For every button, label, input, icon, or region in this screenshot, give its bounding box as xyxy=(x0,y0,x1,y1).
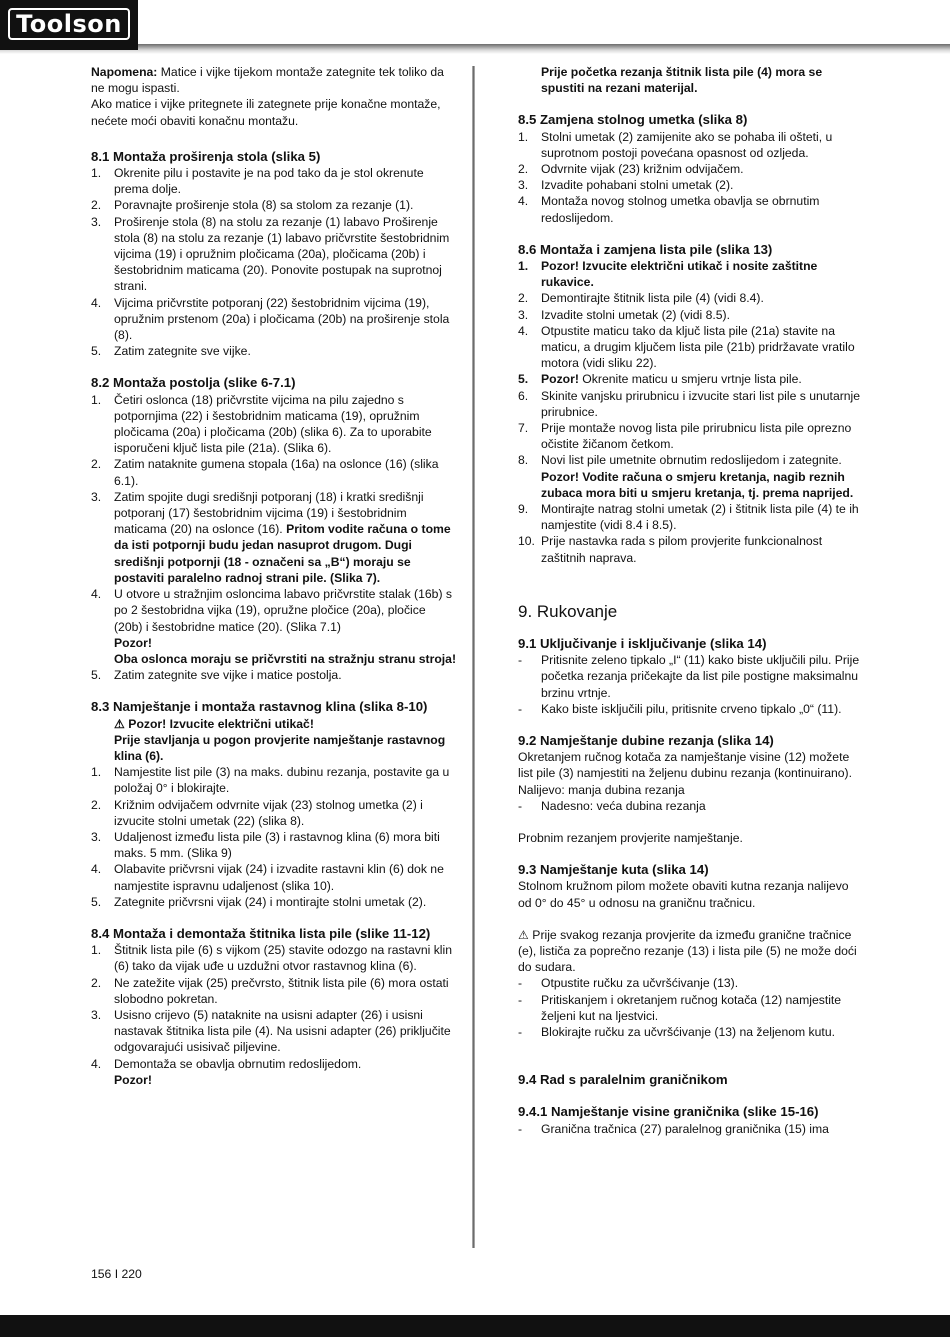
list-item: 2. Odvrnite vijak (23) križnim odvijačem. xyxy=(518,162,744,177)
list-item: 5. Zategnite pričvrsni vijak (24) i montirajte stolni umetak (2). xyxy=(91,894,427,909)
section-8-4-list xyxy=(91,942,457,1088)
list-item: 4. Montaža novog stolnog umetka obavlja se obrnutim redoslijedom. xyxy=(518,194,820,225)
list-item: 2. Križnim odvijačem odvrnite vijak (23) stolnog umetka (2) i izvucite stolni umetak (22) (slika 8). xyxy=(91,797,423,828)
section-8-5-title: 8.5 Zamjena stolnog umetka (slika 8) xyxy=(518,112,748,128)
section-9-1-list xyxy=(518,652,863,717)
section-8-6-title: 8.6 Montaža i zamjena lista pile (slika 13) xyxy=(518,241,773,257)
brand-logo-text: Toolson xyxy=(8,8,130,40)
section-9-4-1-list xyxy=(518,1121,863,1137)
note-paragraph-2: Ako matice i vijke pritegnete ili zategnete prije konačne montaže, nećete moći obaviti konačnu montažu. xyxy=(91,97,441,128)
list-item: 2. Demontirajte štitnik lista pile (4) (vidi 8.4). xyxy=(518,291,764,306)
list-item: - Granična tračnica (27) paralelnog graničnika (15) ima xyxy=(518,1121,829,1136)
section-9-2-text: Okretanjem ručnog kotača za namještanje visine (12) možete list pile (3) namjestiti na željenu dubinu rezanja (kontinuirano). xyxy=(518,750,852,781)
section-9-4-1-title: 9.4.1 Namještanje visine graničnika (slike 15-16) xyxy=(518,1104,819,1120)
section-9-3-list xyxy=(518,975,863,1040)
list-item: - Pritiskanjem i okretanjem ručnog kotača (12) namjestite željeni kut na ljestvici. xyxy=(518,992,842,1023)
list-item: 2. Poravnajte proširenje stola (8) sa stolom za rezanje (1). xyxy=(91,198,414,213)
list-item: 4. U otvore u stražnjim osloncima labavo pričvrstite stalak (16b) s po 2 šestobridna vijka (19), opružne pločice (20a), pločice (20b) i šestobridne matice (20). (Slika 7.1) Pozor! Oba oslonca moraju se pričvrstiti na stražnju stranu stroja! xyxy=(91,587,457,666)
section-8-6-list xyxy=(518,258,863,566)
header-shadow xyxy=(0,44,950,54)
section-9-3-text: Stolnom kružnom pilom možete obaviti kutna rezanja nalijevo od 0° do 45° u odnosu na graničnu tračnicu. xyxy=(518,879,849,910)
section-8-2-title: 8.2 Montaža postolja (slike 6-7.1) xyxy=(91,375,296,391)
section-9-4-title: 9.4 Rad s paralelnim graničnikom xyxy=(518,1072,728,1088)
section-8-5-list xyxy=(518,129,863,226)
list-item: 3. Izvadite stolni umetak (2) (vidi 8.5). xyxy=(518,307,730,322)
list-item: 4. Demontaža se obavlja obrnutim redoslijedom. Pozor! xyxy=(91,1056,362,1087)
section-8-3-list xyxy=(91,764,457,910)
list-item: - Kako biste isključili pilu, pritisnite crveno tipkalo „0“ (11). xyxy=(518,701,842,716)
section-9-1-title: 9.1 Uključivanje i isključivanje (slika 14) xyxy=(518,635,767,651)
list-item: 6. Skinite vanjsku prirubnicu i izvucite stari list pile s unutarnje prirubnice. xyxy=(518,388,861,419)
note-text: Matice i vijke tijekom montaže zategnite tek toliko da ne mogu ispasti. xyxy=(91,65,444,96)
right-column xyxy=(518,64,863,1137)
list-item: 8. Novi list pile umetnite obrnutim redoslijedom i zategnite. Pozor! Vodite računa o smjeru kretanja, nagib reznih zubaca mora biti u smjeru kretanja, tj. prema naprijed. xyxy=(518,453,854,500)
list-item: 5. Pozor! Okrenite maticu u smjeru vrtnje lista pile. xyxy=(518,372,802,387)
list-item: - Blokirajte ručku za učvršćivanje (13) na željenom kutu. xyxy=(518,1024,835,1039)
warning-check-wedge: Prije stavljanja u pogon provjerite namještanje rastavnog klina (6). xyxy=(114,732,446,763)
list-item: 2. Zatim nataknite gumena stopala (16a) na oslonce (16) (slika 6.1). xyxy=(91,457,439,488)
column-divider xyxy=(472,66,475,1248)
left-column xyxy=(91,64,457,1088)
list-item: 10. Prije nastavka rada s pilom provjerite funkcionalnost zaštitnih naprava. xyxy=(518,534,823,565)
list-item: 5. Zatim zategnite sve vijke i matice postolja. xyxy=(91,668,342,683)
warning-unplug: ⚠ Pozor! Izvucite električni utikač! xyxy=(114,716,314,731)
list-item: 3. Zatim spojite dugi središnji potporanj (18) i kratki središnji potporanj (17) šestobridnim vijcima (19) i šestobridnim maticama (20) na oslonce (16). Pritom vodite računa o tome da isti potpornji budu jedan nasuprot drugom. Dugi središnji potpornji (18 - označeni sa „B“) moraju se postaviti paralelno radnoj strani pile. (Slika 7). xyxy=(91,489,451,585)
list-item: 3. Usisno crijevo (5) nataknite na usisni adapter (26) i usisni nastavak štitnika lista pile (4). Na usisni adapter (26) priključite odgovarajući usisivač piljevine. xyxy=(91,1007,451,1055)
header-bar xyxy=(0,0,950,48)
list-item: 4. Otpustite maticu tako da ključ lista pile (21a) stavite na maticu, a drugim ključem lista pile (21b) pridržavate vratilo motora (vidi sliku 22). xyxy=(518,323,855,371)
list-item: 3. Udaljenost između lista pile (3) i rastavnog klina (6) mora biti maks. 5 mm. (Slika 9) xyxy=(91,829,440,861)
note-label: Napomena: xyxy=(91,65,158,79)
section-9-2-probe: Probnim rezanjem provjerite namještanje. xyxy=(518,830,743,845)
list-item: 3. Proširenje stola (8) na stolu za rezanje (1) labavo Proširenje stola (8) na stolu za rezanje (1) labavo pričvrstite šestobridnim vijcima (19) i opružnim pločicama (20a), pločicama (20b) i šestobridnim maticama (20). Ponovite postupak na suprotnoj strani. xyxy=(91,214,450,294)
section-8-3-title: 8.3 Namještanje i montaža rastavnog klina (slika 8-10) xyxy=(91,699,428,715)
list-item: 7. Prije montaže novog lista pile prirubnicu lista pile oprezno očistite žičanom četkom. xyxy=(518,421,852,452)
footer-bar xyxy=(0,1315,950,1337)
note-paragraph xyxy=(91,64,457,96)
list-item: 1. Okrenite pilu i postavite je na pod tako da je stol okrenute prema dolje. xyxy=(91,166,424,197)
continued-warning: Prije početka rezanja štitnik lista pile (4) mora se spustiti na rezani materijal. xyxy=(541,65,823,96)
list-item: 3. Izvadite pohabani stolni umetak (2). xyxy=(518,178,734,193)
section-9-2-list xyxy=(518,798,863,814)
section-9-3-warning: ⚠ Prije svakog rezanja provjerite da između granične tračnice (e), lističa za poprečno rezanje (13) i lista pile (5) ne može doći do sudara. xyxy=(518,927,857,975)
list-item: 1. Štitnik lista pile (6) s vijkom (25) stavite odozgo na rastavni klin (6) tako da vijak uđe u uzdužni otvor rastavnog klina (6). xyxy=(91,943,453,974)
list-item: 4. Olabavite pričvrsni vijak (24) i izvadite rastavni klin (6) dok ne namjestite ispravnu udaljenost (slika 10). xyxy=(91,862,444,893)
list-item: 2. Ne zatežite vijak (25) prečvrsto, štitnik lista pile (6) mora ostati slobodno pokretan. xyxy=(91,975,449,1006)
list-item: 1. Četiri oslonca (18) pričvrstite vijcima na pilu zajedno s potpornjima (22) i šestobridnim maticama (19), opružnim pločicama (20a) i pločicama (20b) (slika 6). Za to uporabite isporučeni ključ lista pile (21a). (Slika 6). xyxy=(91,392,432,456)
list-item: 1. Pozor! Izvucite električni utikač i nosite zaštitne rukavice. xyxy=(518,259,818,290)
list-item: - Nadesno: veća dubina rezanja xyxy=(518,798,706,813)
list-item: 5. Zatim zategnite sve vijke. xyxy=(91,344,251,359)
list-item: - Pritisnite zeleno tipkalo „I“ (11) kako biste uključili pilu. Prije početka rezanja pričekajte da list pile postigne maksimalnu brzinu vrtnje. xyxy=(518,653,860,700)
list-item: 1. Stolni umetak (2) zamijenite ako se pohaba ili ošteti, u suprotnom postoji povećana opasnost od ozljeda. xyxy=(518,129,833,160)
list-item: 1. Namjestite list pile (3) na maks. dubinu rezanja, postavite ga u položaj 0° i blokirajte. xyxy=(91,765,450,796)
list-item: 4. Vijcima pričvrstite potporanj (22) šestobridnim vijcima (19), opružnim prstenom (20a) i pločicama (20b) na proširenje stola (8). xyxy=(91,295,450,343)
list-item: 9. Montirajte natrag stolni umetak (2) i štitnik lista pile (4) te ih namjestite (vidi 8.4 i 8.5). xyxy=(518,502,859,533)
section-8-2-list xyxy=(91,392,457,684)
section-8-1-title: 8.1 Montaža proširenja stola (slika 5) xyxy=(91,148,321,164)
page-number: 156 I 220 xyxy=(91,1267,142,1281)
section-9-2-title: 9.2 Namještanje dubine rezanja (slika 14) xyxy=(518,732,774,748)
section-8-1-list xyxy=(91,165,457,359)
section-9-3-title: 9.3 Namještanje kuta (slika 14) xyxy=(518,862,709,878)
list-item: - Otpustite ručku za učvršćivanje (13). xyxy=(518,976,739,991)
section-8-4-title: 8.4 Montaža i demontaža štitnika lista pile (slike 11-12) xyxy=(91,925,431,941)
chapter-title: 9. Rukovanje xyxy=(518,601,618,621)
brand-logo xyxy=(0,0,138,50)
section-9-2-left: Nalijevo: manja dubina rezanja xyxy=(518,782,685,797)
